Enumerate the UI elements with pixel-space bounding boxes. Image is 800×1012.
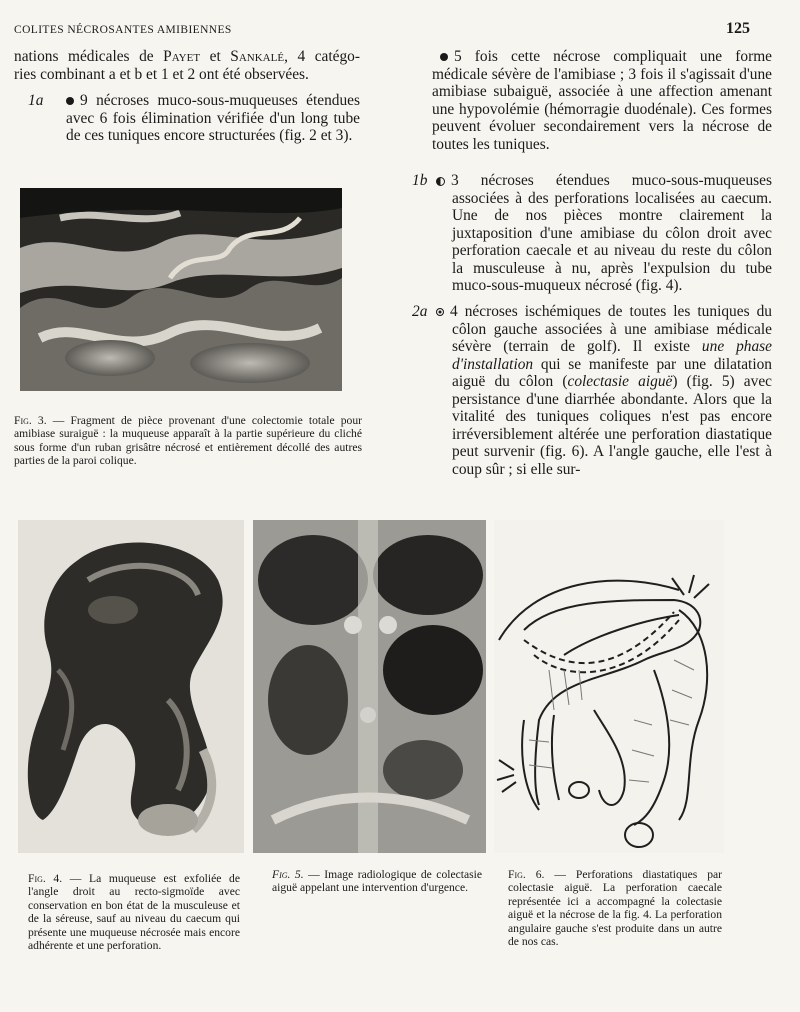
figure-5-label: Fig. 5.	[272, 868, 304, 881]
list-item-1a: 1a 9 nécroses muco-sous-muqueuses étendues avec 6 fois élimination vérifiée d'un long tube de ces tuniques encore structurées (fig. 2 et 3).	[28, 92, 360, 144]
figure-4-label: Fig. 4.	[28, 872, 63, 885]
colectomy-specimen-photo	[20, 188, 342, 391]
running-title: COLITES NÉCROSANTES AMIBIENNES	[14, 24, 232, 36]
page-number: 125	[726, 20, 750, 37]
emphasis-installation-phase: une phase d'installation	[452, 338, 773, 373]
list-item-2a: 2a 4 nécroses ischémiques de toutes les tuniques du côlon gauche associées à une amibiase médicale sévère (terrain de golf). Il existe une phase d'installation qui se manifeste par une dilatation aiguë du côlon (colectasie aiguë) (fig. 5) avec persistance d'une diarrhée abondante. Alors que la vitalité des tuniques coliques n'est pas encore irréversiblement altérée une perforation diastatique peut survenir (fig. 6). A l'angle gauche, elle l'est à coup sûr ; si elle sur-	[412, 303, 773, 478]
colon-perforation-diagram	[494, 520, 724, 853]
figure-6-label: Fig. 6.	[508, 868, 545, 881]
author-payet: Payet	[163, 48, 201, 65]
author-sankale: Sankalé	[230, 48, 285, 65]
figure-5-caption: Fig. 5. — Image radiologique de colectasie aiguë appelant une intervention d'urgence.	[272, 868, 483, 895]
half-filled-circle-bullet-icon	[436, 177, 445, 186]
emphasis-colectasie: colectasie aiguë	[567, 373, 673, 390]
figure-6-caption: Fig. 6. — Perforations diastatiques par colectasie aiguë. La perforation caecale représentée ici a accompagné la colectasie aiguë et la nécrose de la fig. 4. La perforation angulaire gauche s'est produite dans un autre de nos cas.	[508, 868, 722, 949]
figure-4-photo	[18, 520, 244, 853]
ringed-circle-bullet-icon	[436, 308, 444, 316]
figure-3-caption: Fig. 3. — Fragment de pièce provenant d'une colectomie totale pour amibiase suraiguë : la muqueuse apparaît à la partie supérieure du cliché sous forme d'un ruban grisâtre nécrosé et entièrement décollé des autres parties de la paroi colique.	[14, 414, 362, 468]
left-column-intro: nations médicales de Payet et Sankalé, 4 catégo- ries combinant a et b et 1 et 2 ont été observées.	[14, 48, 360, 83]
filled-circle-bullet-icon	[66, 97, 74, 105]
figure-4-caption: Fig. 4. — La muqueuse est exfoliée de l'angle droit au recto-sigmoïde avec conservation en bon état de la musculeuse et de la séreuse, sauf au niveau du caecum qui présente une muqueuse nécrosée mais encore adhérente et une perforation.	[28, 872, 240, 953]
item-marker-2a: 2a	[412, 303, 428, 320]
figure-5-radiograph	[253, 520, 486, 853]
exfoliated-colon-photo	[18, 520, 244, 853]
list-item-1b: 1b 3 nécroses étendues muco-sous-muqueuses associées à des perforations localisées au caecum. Une de nos pièces montre clairement la juxtaposition d'une amibiase du côlon droit avec perforation caecale et au niveau du reste du côlon la musculeuse à nu, après l'expulsion du tube muco-sous-muqueux nécrosé (fig. 4).	[412, 172, 772, 294]
figure-3-label: Fig. 3.	[14, 414, 47, 427]
radiograph-image	[253, 520, 486, 853]
figure-6-drawing	[494, 520, 724, 853]
figure-3-photo	[20, 188, 342, 391]
item-marker-1b: 1b	[412, 172, 428, 189]
list-item-severe-form: 5 fois cette nécrose compliquait une forme médicale sévère de l'amibiase ; 3 fois il s'agissait d'une amibiase subaiguë, associée à une affection amenant une hypovolémie (hémorragie duodénale). Ces formes peuvent évoluer secondairement vers la nécrose de toutes les tuniques.	[432, 48, 772, 153]
item-marker-1a: 1a	[28, 92, 44, 109]
filled-circle-bullet-icon	[440, 53, 448, 61]
